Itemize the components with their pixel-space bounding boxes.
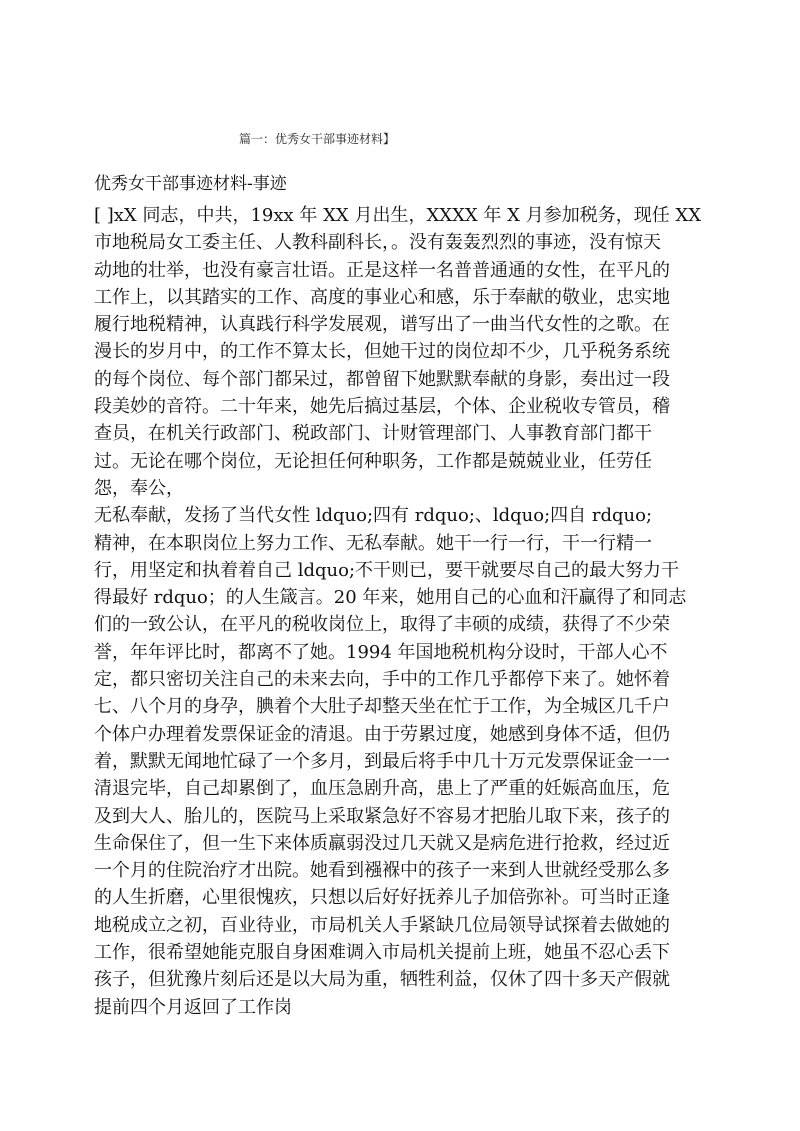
body-line: 生命保住了，但一生下来体质羸弱没过几天就又是病危进行抢救，经过近 [94,832,670,854]
body-line: 市地税局女工委主任、人教科副科长，。没有轰轰烈烈的事迹，没有惊天 [94,232,661,254]
body-line: 精神，在本职岗位上努力工作、无私奉献。她干一行一行，干一行精一 [94,532,652,554]
body-line: 定，都只密切关注自己的未来去向，手中的工作几乎都停下来了。她怀着 [94,669,670,691]
body-line: 查员，在机关行政部门、税政部门、计财管理部门、人事教育部门都干 [94,423,652,445]
document-title: 优秀女干部事迹材料-事迹 [94,174,287,194]
body-line: 着，默默无闻地忙碌了一个多月，到最后将手中几十万元发票保证金一一 [94,750,670,772]
body-line: 的人生折磨，心里很愧疚，只想以后好好抚养儿子加倍弥补。可当时正逢 [94,887,670,909]
body-line: 过。无论在哪个岗位，无论担任何种职务，工作都是兢兢业业，任劳任 [94,450,652,472]
body-line: 清退完毕，自己却累倒了，血压急剧升高，患上了严重的妊娠高血压，危 [94,778,670,800]
body-line: 段美妙的音符。二十年来，她先后搞过基层，个体、企业税收专管员，稽 [94,396,670,418]
body-line: 怨，奉公， [94,477,184,499]
body-line: 无私奉献，发扬了当代女性 ldquo;四有 rdquo;、ldquo;四自 rdquo; [94,505,653,527]
page-header: 篇一：优秀女干部事迹材料】 [239,132,396,146]
body-line: [ ]xX 同志，中共，19xx 年 XX 月出生，XXXX 年 X 月参加税务，现任 XX [94,205,702,226]
body-line: 一个月的住院治疗才出院。她看到襁褓中的孩子一来到人世就经受那么多 [94,860,670,882]
body-line: 誉，年年评比时，都离不了她。1994 年国地税机构分设时，干部人心不 [94,641,668,663]
body-line: 地税成立之初，百业待业，市局机关人手紧缺几位局领导试探着去做她的 [94,914,670,936]
body-line: 个体户办理着发票保证金的清退。由于劳累过度，她感到身体不适，但仍 [94,723,670,745]
body-line: 及到大人、胎儿的，医院马上采取紧急好不容易才把胎儿取下来，孩子的 [94,805,670,827]
body-line: 的每个岗位、每个部门都呆过，都曾留下她默默奉献的身影，奏出过一段 [94,368,670,390]
body-line: 工作，很希望她能克服自身困难调入市局机关提前上班，她虽不忍心丢下 [94,942,670,964]
body-line: 七、八个月的身孕，腆着个大肚子却整天坐在忙于工作，为全城区几千户 [94,696,670,718]
body-line: 提前四个月返回了工作岗 [94,996,292,1018]
body-line: 动地的壮举，也没有豪言壮语。正是这样一名普普通通的女性，在平凡的 [94,259,670,281]
body-text [94,202,709,1021]
body-line: 得最好 rdquo；的人生箴言。20 年来，她用自己的心血和汗赢得了和同志 [94,587,687,609]
body-line: 工作上，以其踏实的工作、高度的事业心和感，乐于奉献的敬业，忠实地 [94,286,670,308]
body-line: 孩子，但犹豫片刻后还是以大局为重，牺牲利益，仅休了四十多天产假就 [94,969,670,991]
body-line: 履行地税精神，认真践行科学发展观，谱写出了一曲当代女性的之歌。在 [94,314,670,336]
body-line: 行，用坚定和执着着自己 ldquo;不干则已，要干就要尽自己的最大努力干 [94,559,680,581]
body-line: 漫长的岁月中，的工作不算太长，但她干过的岗位却不少，几乎税务系统 [94,341,670,363]
body-line: 们的一致公认，在平凡的税收岗位上，取得了丰硕的成绩，获得了不少荣 [94,614,670,636]
